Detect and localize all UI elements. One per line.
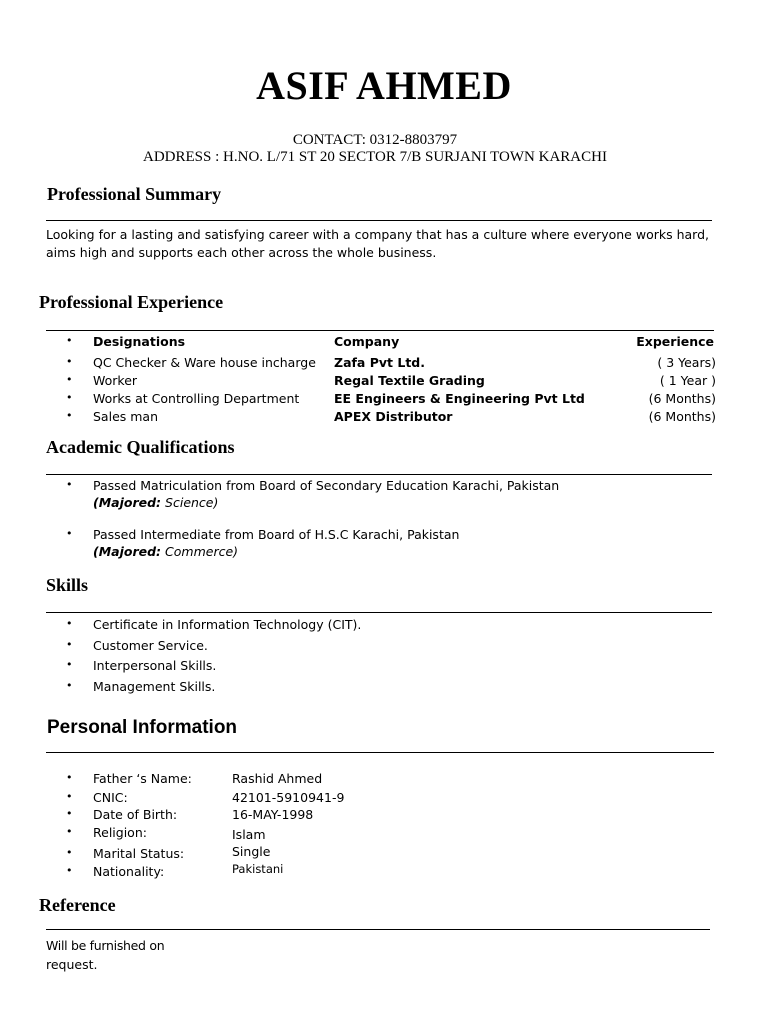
academic-major	[0, 495, 768, 513]
designation: QC Checker & Ware house incharge	[93, 355, 316, 370]
field-value: 16-MAY-1998	[232, 807, 314, 822]
reference-line-1: Will be furnished on	[46, 938, 165, 953]
bullet: •	[66, 355, 73, 368]
academic-item	[0, 527, 768, 545]
bullet: •	[66, 679, 73, 692]
major-value: Science)	[161, 495, 219, 510]
section-heading-skills: Skills	[46, 575, 89, 595]
bullet: •	[66, 846, 73, 859]
bullet: •	[66, 825, 73, 838]
column-header-experience: Experience	[636, 334, 714, 349]
bullet: •	[66, 391, 73, 404]
duration: ( 3 Years)	[657, 355, 716, 370]
bullet: •	[66, 334, 73, 347]
field-value: Islam	[232, 827, 266, 842]
company: EE Engineers & Engineering Pvt Ltd	[334, 391, 585, 406]
field-value: 42101-5910941-9	[232, 790, 345, 805]
skill-item	[0, 679, 768, 697]
bullet: •	[66, 771, 73, 784]
bullet: •	[66, 638, 73, 651]
bullet: •	[66, 373, 73, 386]
field-value: Rashid Ahmed	[232, 771, 323, 786]
field-label: Date of Birth:	[93, 807, 178, 822]
summary-line-2: aims high and supports each other across the whole business.	[46, 245, 437, 260]
field-label: CNIC:	[93, 790, 128, 805]
major-label: (Majored:	[93, 495, 162, 510]
field-label: Marital Status:	[93, 846, 185, 861]
field-label: Religion:	[93, 825, 147, 840]
duration: (6 Months)	[648, 409, 716, 424]
personal-row	[0, 771, 768, 789]
experience-row	[0, 373, 768, 391]
divider	[46, 330, 714, 331]
resume-name: ASIF AHMED	[256, 63, 512, 108]
bullet: •	[66, 478, 73, 491]
major-value: Commerce)	[161, 544, 239, 559]
divider	[46, 612, 712, 613]
personal-row	[0, 807, 768, 825]
contact-line: CONTACT: 0312-8803797	[292, 132, 458, 148]
duration: (6 Months)	[648, 391, 716, 406]
company: APEX Distributor	[334, 409, 453, 424]
personal-row	[0, 846, 768, 864]
divider	[46, 929, 710, 930]
column-header-company: Company	[334, 334, 400, 349]
bullet: •	[66, 790, 73, 803]
section-heading-summary: Professional Summary	[47, 184, 222, 204]
field-value: Pakistani	[232, 862, 284, 876]
bullet: •	[66, 409, 73, 422]
bullet: •	[66, 807, 73, 820]
academic-item	[0, 478, 768, 496]
section-heading-academic: Academic Qualifications	[46, 437, 235, 457]
skill-item	[0, 658, 768, 676]
major-label: (Majored:	[93, 544, 162, 559]
skill-item	[0, 617, 768, 635]
bullet: •	[66, 658, 73, 671]
designation: Works at Controlling Department	[93, 391, 300, 406]
bullet: •	[66, 864, 73, 877]
company: Regal Textile Grading	[334, 373, 485, 388]
skill-text: Customer Service.	[93, 638, 208, 653]
qualification-text: Passed Matriculation from Board of Secondary Education Karachi, Pakistan	[93, 478, 560, 493]
section-heading-experience: Professional Experience	[39, 292, 224, 312]
personal-row	[0, 864, 768, 882]
academic-major	[0, 544, 768, 562]
field-value: Single	[232, 844, 271, 859]
address-line: ADDRESS : H.NO. L/71 ST 20 SECTOR 7/B SURJANI TOWN KARACHI	[143, 149, 607, 165]
experience-row	[0, 355, 768, 373]
experience-row	[0, 391, 768, 409]
reference-line-2: request.	[46, 957, 98, 972]
qualification-text: Passed Intermediate from Board of H.S.C Karachi, Pakistan	[93, 527, 460, 542]
experience-header-row	[0, 334, 768, 352]
personal-row	[0, 790, 768, 808]
bullet: •	[66, 527, 73, 540]
skill-text: Certificate in Information Technology (CIT).	[93, 617, 362, 632]
column-header-designations: Designations	[93, 334, 186, 349]
skill-item	[0, 638, 768, 656]
divider	[46, 220, 712, 221]
designation: Sales man	[93, 409, 159, 424]
experience-row	[0, 409, 768, 427]
designation: Worker	[93, 373, 138, 388]
company: Zafa Pvt Ltd.	[334, 355, 425, 370]
skill-text: Interpersonal Skills.	[93, 658, 217, 673]
section-heading-personal: Personal Information	[47, 717, 238, 738]
personal-row	[0, 825, 768, 843]
field-label: Father ‘s Name:	[93, 771, 192, 786]
summary-line-1: Looking for a lasting and satisfying career with a company that has a culture where everyone works hard,	[46, 227, 709, 242]
section-heading-reference: Reference	[39, 895, 116, 915]
duration: ( 1 Year )	[659, 373, 716, 388]
skill-text: Management Skills.	[93, 679, 216, 694]
divider	[46, 474, 712, 475]
divider	[46, 752, 714, 753]
bullet: •	[66, 617, 73, 630]
field-label: Nationality:	[93, 864, 165, 879]
